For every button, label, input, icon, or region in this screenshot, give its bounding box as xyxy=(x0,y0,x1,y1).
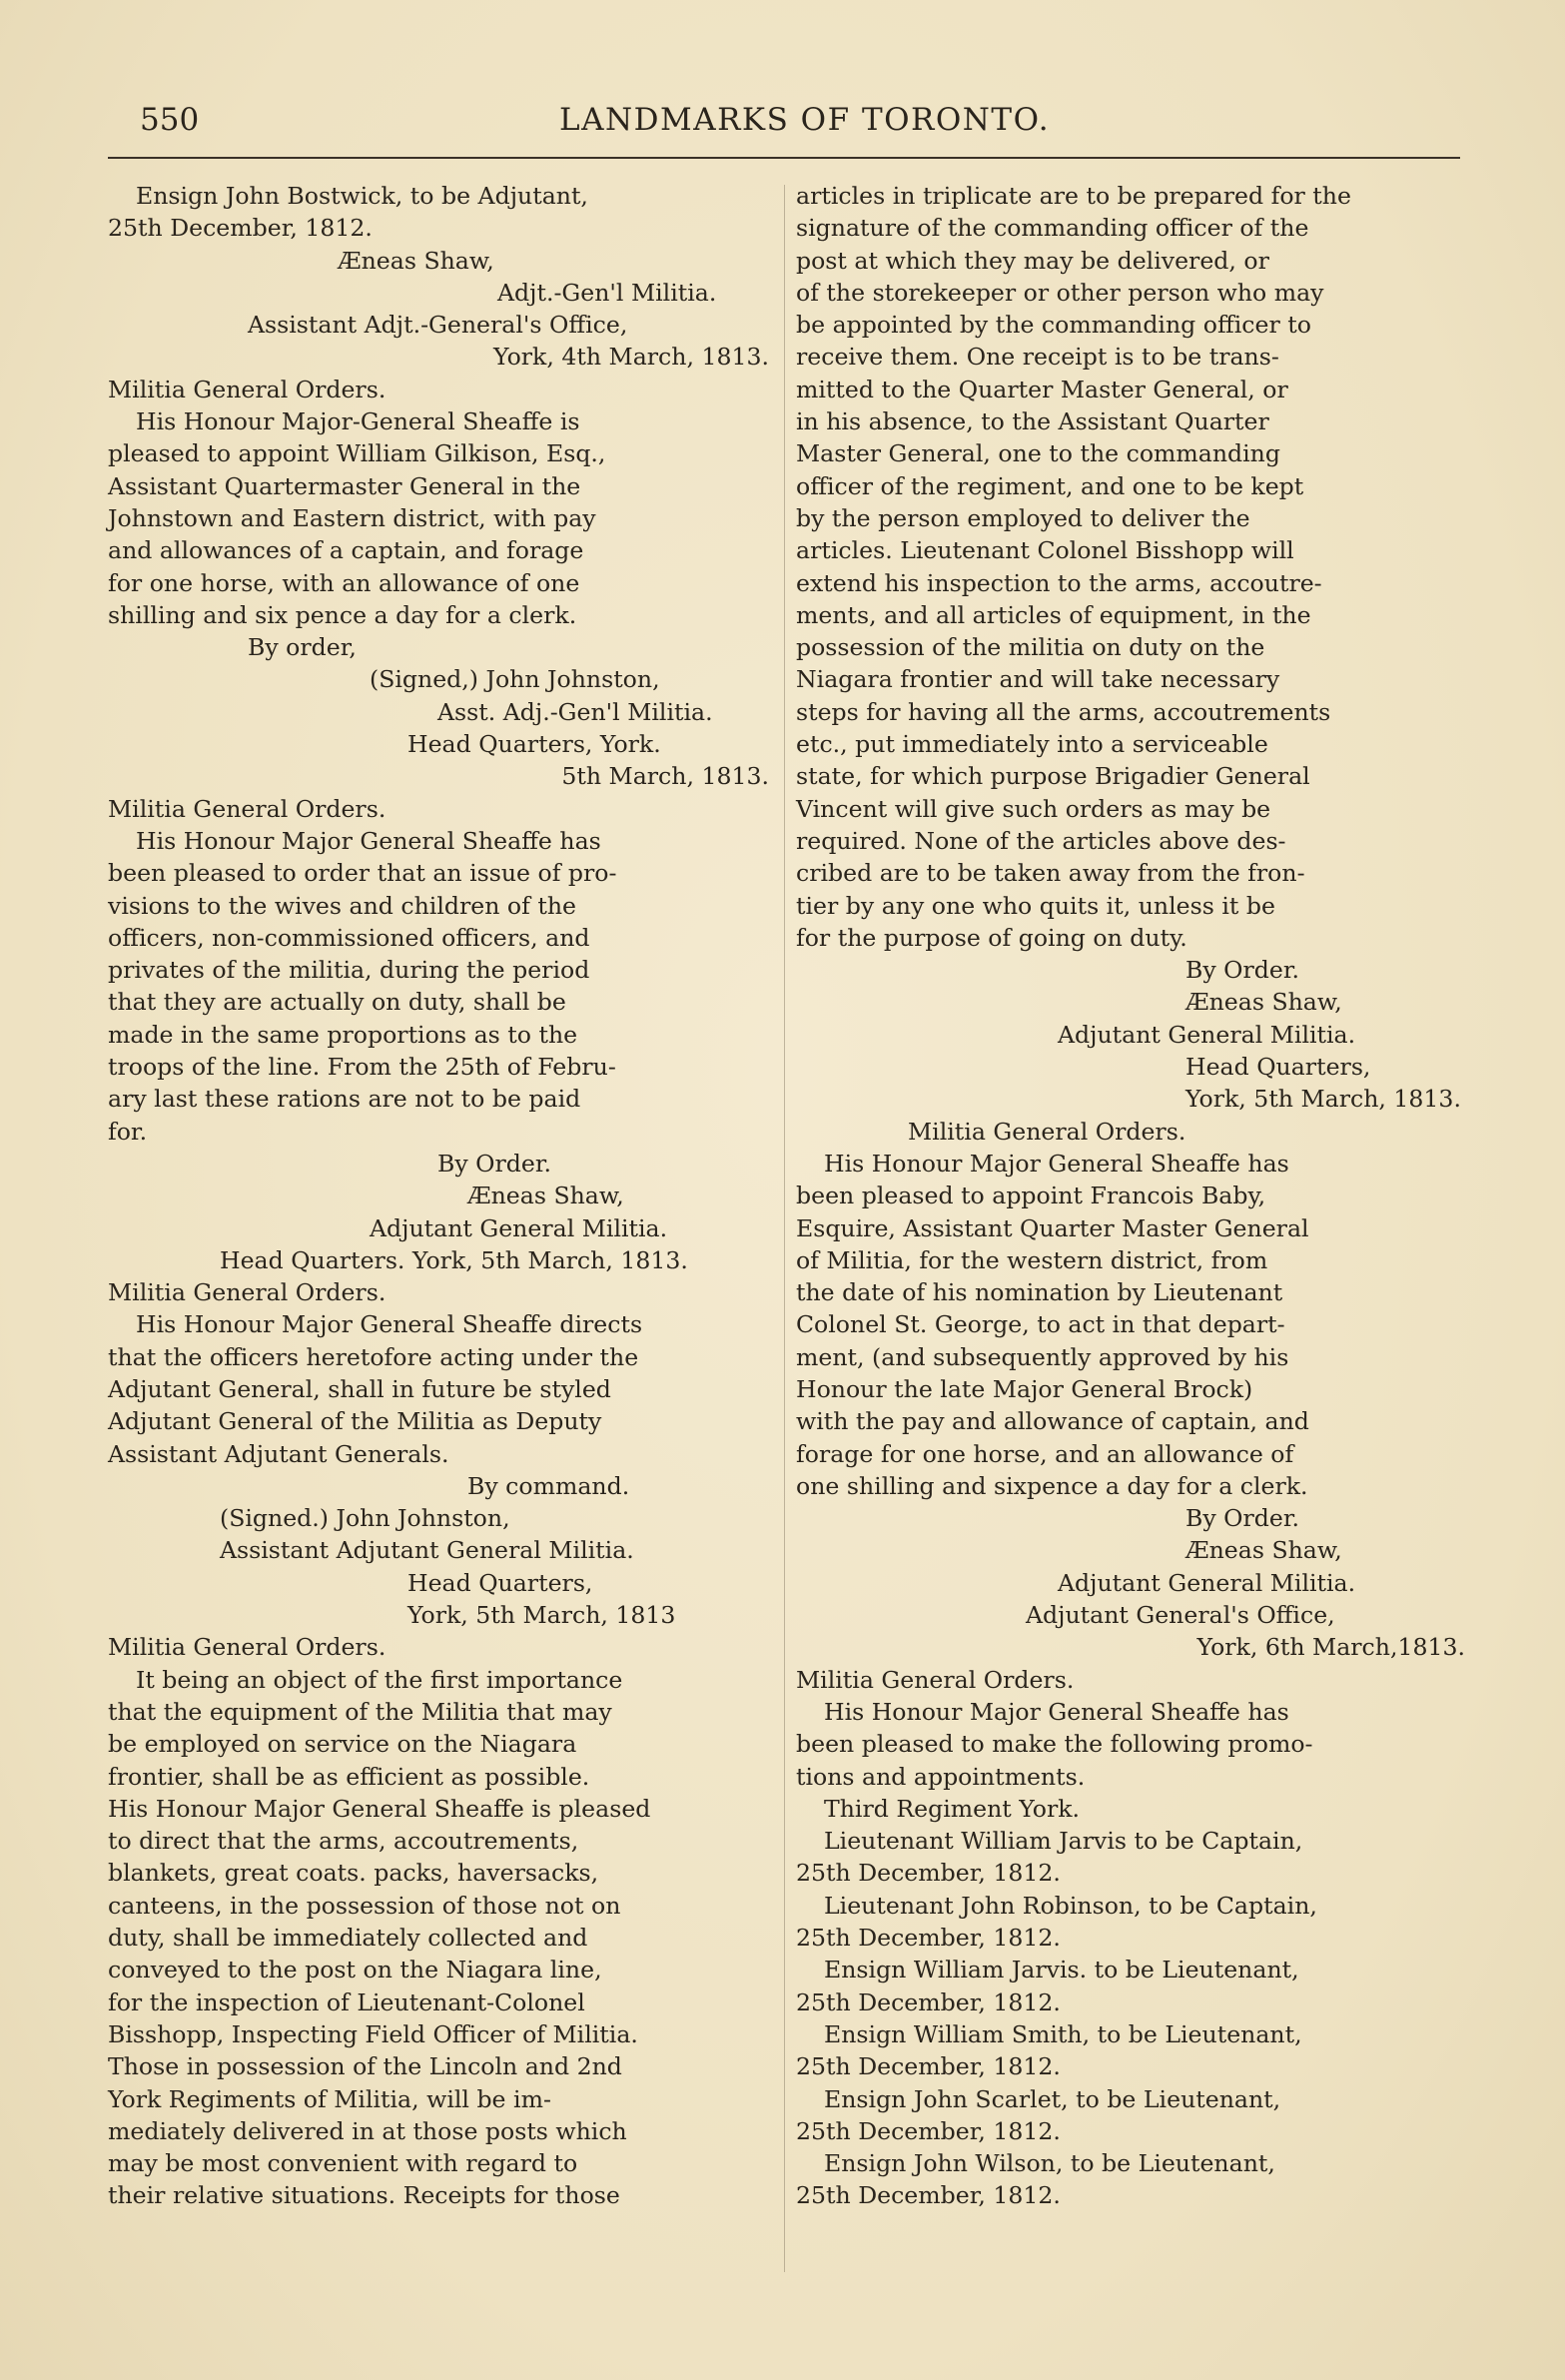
text-line: ments, and all articles of equipment, in the xyxy=(796,600,1311,629)
signature-title: Adjt.-Gen'l Militia. xyxy=(497,278,717,307)
text-line: that the officers heretofore acting under the xyxy=(108,1342,639,1371)
text-line: frontier, shall be as efficient as possible. xyxy=(108,1762,590,1791)
office-line: Head Quarters, xyxy=(1185,1053,1371,1082)
left-column xyxy=(108,180,769,2212)
text-line: His Honour Major General Sheaffe has xyxy=(824,1697,1289,1726)
text-line: of the storekeeper or other person who may xyxy=(796,278,1324,307)
text-line: receive them. One receipt is to be trans- xyxy=(796,343,1279,372)
text-line: It being an object of the first importance xyxy=(136,1665,623,1694)
text-line: privates of the militia, during the period xyxy=(108,956,590,985)
promotion-date: 25th December, 1812. xyxy=(796,2181,1061,2210)
column-divider xyxy=(784,185,785,2272)
text-line: been pleased to make the following promo- xyxy=(796,1730,1313,1759)
signature-name: Æneas Shaw, xyxy=(338,246,494,275)
text-line: for the inspection of Lieutenant-Colonel xyxy=(108,1987,585,2016)
text-line: Those in possession of the Lincoln and 2nd xyxy=(108,2052,622,2081)
text-line: articles. Lieutenant Colonel Bisshopp will xyxy=(796,536,1294,565)
text-line: made in the same proportions as to the xyxy=(108,1020,578,1049)
text-line: Ensign John Bostwick, to be Adjutant, xyxy=(136,182,588,210)
text-line: by the person employed to deliver the xyxy=(796,503,1250,532)
signature-line: By command. xyxy=(467,1471,630,1500)
text-line: their relative situations. Receipts for those xyxy=(108,2181,620,2210)
office-line: Head Quarters. York, 5th March, 1813. xyxy=(220,1245,688,1274)
text-line: post at which they may be delivered, or xyxy=(796,246,1269,275)
text-line: of Militia, for the western district, from xyxy=(796,1245,1268,1274)
signature-line: By Order. xyxy=(1185,956,1300,985)
text-line: Bisshopp, Inspecting Field Officer of Militia. xyxy=(108,2019,638,2048)
text-line: signature of the commanding officer of the xyxy=(796,214,1309,243)
text-line: with the pay and allowance of captain, and xyxy=(796,1407,1309,1436)
text-line: Colonel St. George, to act in that depart- xyxy=(796,1310,1285,1339)
text-line: Vincent will give such orders as may be xyxy=(796,794,1271,823)
signature-title: Assistant Adjutant General Militia. xyxy=(220,1536,634,1565)
text-line: His Honour Major General Sheaffe directs xyxy=(136,1310,643,1339)
promotion-date: 25th December, 1812. xyxy=(796,2116,1061,2145)
text-line: conveyed to the post on the Niagara line, xyxy=(108,1956,602,1984)
text-line: Esquire, Assistant Quarter Master General xyxy=(796,1213,1309,1242)
text-line: mediately delivered in at those posts which xyxy=(108,2116,627,2145)
date-line: York, 4th March, 1813. xyxy=(493,343,769,372)
section-heading: Militia General Orders. xyxy=(108,794,387,823)
office-line: Assistant Adjt.-General's Office, xyxy=(248,311,628,340)
signature-name: Æneas Shaw, xyxy=(1185,1536,1342,1565)
text-line: pleased to appoint William Gilkison, Esq., xyxy=(108,439,606,468)
text-line: Adjutant General, shall in future be styled xyxy=(108,1374,611,1403)
promotion-entry: Ensign William Jarvis. to be Lieutenant, xyxy=(824,1956,1299,1984)
text-line: canteens, in the possession of those not on xyxy=(108,1891,621,1920)
text-line: for the purpose of going on duty. xyxy=(796,923,1187,952)
section-heading: Militia General Orders. xyxy=(908,1117,1186,1146)
promotion-entry: Lieutenant William Jarvis to be Captain, xyxy=(824,1827,1303,1856)
text-line: extend his inspection to the arms, accoutre- xyxy=(796,568,1322,597)
signature-title: Asst. Adj.-Gen'l Militia. xyxy=(437,697,713,726)
promotion-entry: Ensign John Wilson, to be Lieutenant, xyxy=(824,2149,1275,2178)
text-line: in his absence, to the Assistant Quarter xyxy=(796,407,1269,436)
text-line: the date of his nomination by Lieutenant xyxy=(796,1278,1283,1307)
office-line: Adjutant General's Office, xyxy=(1026,1601,1335,1630)
text-line: His Honour Major General Sheaffe is pleased xyxy=(108,1794,651,1823)
text-line: be appointed by the commanding officer to xyxy=(796,311,1311,340)
date-line: 5th March, 1813. xyxy=(561,762,769,791)
section-heading: Militia General Orders. xyxy=(796,1665,1075,1694)
text-line: state, for which purpose Brigadier General xyxy=(796,762,1310,791)
text-line: Honour the late Major General Brock) xyxy=(796,1374,1253,1403)
text-line: may be most convenient with regard to xyxy=(108,2149,578,2178)
text-line: York Regiments of Militia, will be im- xyxy=(108,2084,551,2113)
text-line: been pleased to order that an issue of pro- xyxy=(108,859,617,888)
promotion-date: 25th December, 1812. xyxy=(796,2052,1061,2081)
text-line: been pleased to appoint Francois Baby, xyxy=(796,1182,1266,1210)
signature-name: Æneas Shaw, xyxy=(467,1182,624,1210)
promotion-entry: Ensign William Smith, to be Lieutenant, xyxy=(824,2019,1302,2048)
text-line: shilling and six pence a day for a clerk. xyxy=(108,600,577,629)
text-line: His Honour Major General Sheaffe has xyxy=(824,1149,1289,1178)
signature-line: By Order. xyxy=(1185,1504,1300,1533)
office-line: Head Quarters, York. xyxy=(407,730,661,759)
text-line: Assistant Quartermaster General in the xyxy=(108,471,581,500)
text-line: His Honour Major-General Sheaffe is xyxy=(136,407,580,436)
text-line: tions and appointments. xyxy=(796,1762,1086,1791)
text-line: 25th December, 1812. xyxy=(108,214,373,243)
text-line: duty, shall be immediately collected and xyxy=(108,1924,588,1953)
signature-title: Adjutant General Militia. xyxy=(370,1213,668,1242)
text-line: ary last these rations are not to be paid xyxy=(108,1085,581,1114)
text-line: ment, (and subsequently approved by his xyxy=(796,1342,1289,1371)
signature-name: Æneas Shaw, xyxy=(1185,988,1342,1017)
text-line: officer of the regiment, and one to be kept xyxy=(796,471,1304,500)
regiment-heading: Third Regiment York. xyxy=(824,1794,1081,1823)
text-line: that the equipment of the Militia that may xyxy=(108,1697,612,1726)
signature-name: (Signed,) John Johnston, xyxy=(370,665,660,694)
text-line: blankets, great coats. packs, haversacks, xyxy=(108,1859,599,1888)
text-line: Niagara frontier and will take necessary xyxy=(796,665,1280,694)
text-line: Johnstown and Eastern district, with pay xyxy=(108,503,596,532)
promotion-date: 25th December, 1812. xyxy=(796,1859,1061,1888)
text-line: that they are actually on duty, shall be xyxy=(108,988,566,1017)
text-line: troops of the line. From the 25th of Febru- xyxy=(108,1053,616,1082)
signature-title: Adjutant General Militia. xyxy=(1058,1020,1356,1049)
page-header xyxy=(140,102,1468,148)
running-title: LANDMARKS OF TORONTO. xyxy=(559,102,1051,138)
text-line: etc., put immediately into a serviceable xyxy=(796,730,1268,759)
text-line: tier by any one who quits it, unless it be xyxy=(796,891,1275,920)
text-line: and allowances of a captain, and forage xyxy=(108,536,584,565)
text-line: Master General, one to the commanding xyxy=(796,439,1280,468)
date-line: York, 6th March,1813. xyxy=(1196,1633,1465,1662)
right-column xyxy=(796,180,1465,2212)
section-heading: Militia General Orders. xyxy=(108,1278,387,1307)
page-number: 550 xyxy=(140,102,200,138)
date-line: York, 5th March, 1813. xyxy=(1185,1085,1461,1114)
text-line: mitted to the Quarter Master General, or xyxy=(796,375,1288,403)
text-line: articles in triplicate are to be prepared for the xyxy=(796,182,1351,210)
office-line: Head Quarters, xyxy=(407,1568,593,1597)
text-line: visions to the wives and children of the xyxy=(108,891,576,920)
promotion-date: 25th December, 1812. xyxy=(796,1924,1061,1953)
section-heading: Militia General Orders. xyxy=(108,375,387,403)
text-line: be employed on service on the Niagara xyxy=(108,1730,577,1759)
date-line: York, 5th March, 1813 xyxy=(407,1601,676,1630)
text-line: Adjutant General of the Militia as Deputy xyxy=(108,1407,602,1436)
text-line: cribed are to be taken away from the fron- xyxy=(796,859,1305,888)
signature-line: By order, xyxy=(248,633,357,662)
text-line: Assistant Adjutant Generals. xyxy=(108,1439,449,1468)
text-line: officers, non-commissioned officers, and xyxy=(108,923,590,952)
text-line: for one horse, with an allowance of one xyxy=(108,568,580,597)
text-line: His Honour Major General Sheaffe has xyxy=(136,826,601,855)
text-line: to direct that the arms, accoutrements, xyxy=(108,1827,579,1856)
text-line: required. None of the articles above des- xyxy=(796,826,1286,855)
text-line: forage for one horse, and an allowance of xyxy=(796,1439,1294,1468)
text-line: steps for having all the arms, accoutrements xyxy=(796,697,1331,726)
promotion-entry: Ensign John Scarlet, to be Lieutenant, xyxy=(824,2084,1281,2113)
signature-title: Adjutant General Militia. xyxy=(1058,1568,1356,1597)
text-line: possession of the militia on duty on the xyxy=(796,633,1265,662)
promotion-entry: Lieutenant John Robinson, to be Captain, xyxy=(824,1891,1317,1920)
text-line: one shilling and sixpence a day for a clerk. xyxy=(796,1471,1308,1500)
signature-line: By Order. xyxy=(437,1149,552,1178)
promotion-date: 25th December, 1812. xyxy=(796,1987,1061,2016)
header-rule xyxy=(108,157,1460,159)
section-heading: Militia General Orders. xyxy=(108,1633,387,1662)
text-line: for. xyxy=(108,1117,148,1146)
signature-name: (Signed.) John Johnston, xyxy=(220,1504,510,1533)
